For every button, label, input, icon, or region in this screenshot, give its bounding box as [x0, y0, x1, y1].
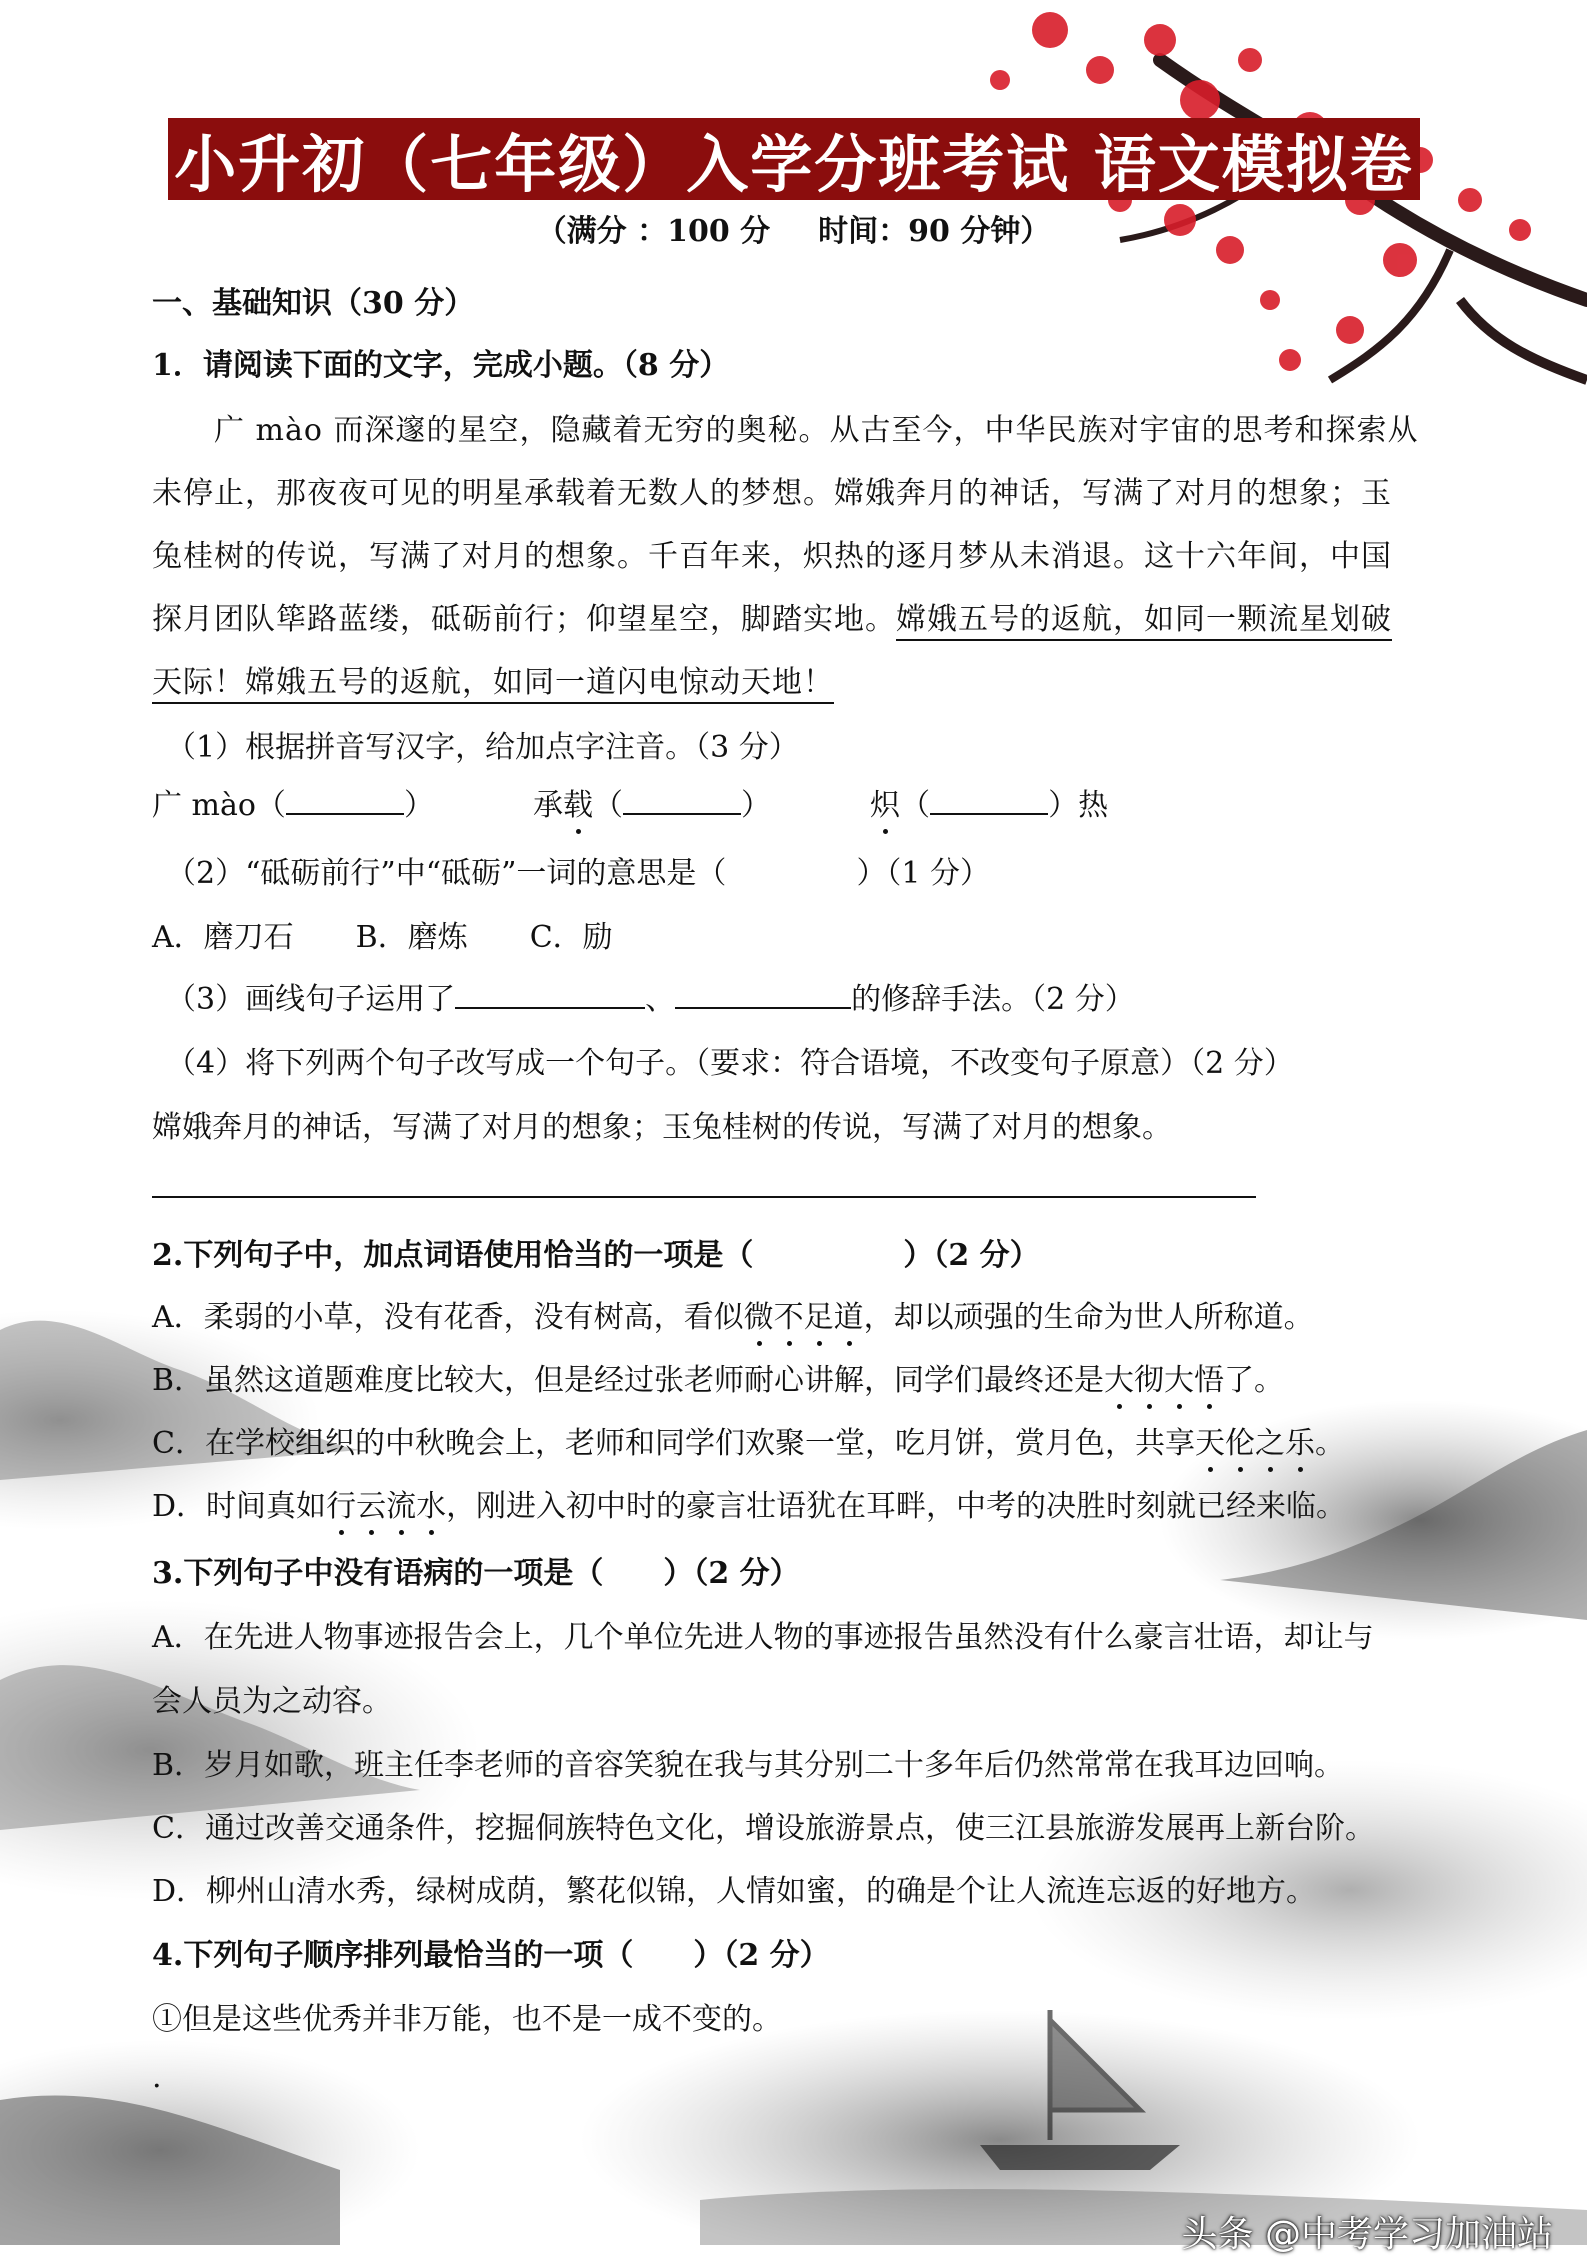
answer-line[interactable] [152, 1196, 1256, 1198]
q3-option-c: C．通过改善交通条件，挖掘侗族特色文化，增设旅游景点，使三江县旅游发展再上新台阶。 [152, 1811, 1375, 1846]
dotted-phrase-d [326, 1489, 446, 1524]
underlined-sentence-2: 天际！嫦娥五号的返航，如同一道闪电惊动天地！ [152, 665, 834, 700]
sub-question-4: （4）将下列两个句子改写成一个句子。（要求：符合语境，不改变句子原意）（2 分） [166, 1046, 1294, 1081]
passage-line-1: 广 mào 而深邃的星空，隐藏着无穷的奥秘。从古至今，中华民族对宇宙的思考和探索从 [214, 413, 1419, 448]
emphasis-dotted-char: 大 [1164, 1355, 1194, 1399]
dotted-char-chi: 炽 [870, 780, 900, 824]
emphasis-dotted-char: 足 [804, 1292, 834, 1336]
question-3-heading: 3.下列句子中没有语病的一项是（ ）（2 分） [152, 1556, 800, 1591]
answer-blank-rhetoric-2[interactable] [675, 979, 851, 1009]
emphasis-dotted-char: 道 [834, 1292, 864, 1336]
emphasis-dotted-char: 流 [386, 1481, 416, 1525]
q3-option-a-line-1: A．在先进人物事迹报告会上，几个单位先进人物的事迹报告虽然没有什么豪言壮语，却让与 [152, 1620, 1374, 1655]
q2-option-c: C．在学校组织的中秋晚会上，老师和同学们欢聚一堂，吃月饼，赏月色，共享天伦之乐。 [152, 1418, 1345, 1462]
emphasis-dotted-char: 乐 [1285, 1418, 1315, 1462]
dotted-phrase-b [1104, 1363, 1224, 1398]
pinyin-fill-row: 广 mào（ ） 承载（ ） 炽（ ）热 [152, 780, 1108, 824]
full-score: （满分 ：100 分 [536, 214, 771, 249]
sub-question-1: （1）根据拼音写汉字，给加点字注音。（3 分） [166, 730, 799, 765]
emphasis-dotted-char: 行 [326, 1481, 356, 1525]
emphasis-dotted-char: 云 [356, 1481, 386, 1525]
q3-option-b: B．岁月如歌，班主任李老师的音容笑貌在我与其分别二十多年后仍然常常在我耳边回响。 [152, 1748, 1345, 1783]
emphasis-dotted-char: 悟 [1194, 1355, 1224, 1399]
emphasis-dotted-char: 彻 [1134, 1355, 1164, 1399]
dotted-phrase-c [1195, 1426, 1315, 1461]
sub-question-3: （3）画线句子运用了 、 的修辞手法。（2 分） [166, 974, 1135, 1018]
exam-time: 时间：90 分钟） [818, 214, 1051, 249]
question-1-heading: 1．请阅读下面的文字，完成小题。（8 分） [152, 348, 730, 383]
passage-line-4 [152, 594, 1392, 638]
exam-title: 小升初（七年级）入学分班考试 语文模拟卷 [168, 118, 1420, 200]
question-4-heading: 4.下列句子顺序排列最恰当的一项（ ）（2 分） [152, 1938, 830, 1973]
passage-line-2: 未停止，那夜夜可见的明星承载着无数人的梦想。嫦娥奔月的神话，写满了对月的想象；玉 [152, 476, 1392, 511]
emphasis-dotted-char: 微 [744, 1292, 774, 1336]
source-watermark: 头条 @中考学习加油站 [1181, 2214, 1553, 2255]
stray-dot: . [152, 2060, 162, 2095]
q4-sentence-1: ①但是这些优秀并非万能，也不是一成不变的。 [152, 2002, 782, 2037]
underlined-sentence-1: 嫦娥五号的返航，如同一颗流星划破 [896, 602, 1392, 637]
dotted-phrase-a [744, 1300, 864, 1335]
emphasis-dotted-char: 天 [1195, 1418, 1225, 1462]
q3-option-d: D．柳州山清水秀，绿树成荫，繁花似锦，人情如蜜，的确是个让人流连忘返的好地方。 [152, 1874, 1317, 1909]
q2-option-d: D．时间真如行云流水，刚进入初中时的豪言壮语犹在耳畔，中考的决胜时刻就已经来临。 [152, 1481, 1346, 1525]
q2-option-a: A．柔弱的小草，没有花香，没有树高，看似微不足道，却以顽强的生命为世人所称道。 [152, 1292, 1314, 1336]
emphasis-dotted-char: 水 [416, 1481, 446, 1525]
sub-question-4-sentence: 嫦娥奔月的神话，写满了对月的想象；玉兔桂树的传说，写满了对月的想象。 [152, 1110, 1172, 1145]
sub-question-2: （2）“砥砺前行”中“砥砺”一词的意思是（ ）（1 分） [166, 856, 991, 891]
sub-question-2-options: A．磨刀石 B．磨炼 C．励 [152, 920, 613, 955]
dotted-char-zai: 载 [563, 780, 593, 824]
emphasis-dotted-char: 之 [1255, 1418, 1285, 1462]
q3-option-a-line-2: 会人员为之动容。 [152, 1684, 392, 1719]
emphasis-dotted-char: 不 [774, 1292, 804, 1336]
answer-blank-rhetoric-1[interactable] [455, 979, 645, 1009]
emphasis-dotted-char: 大 [1104, 1355, 1134, 1399]
emphasis-dotted-char: 伦 [1225, 1418, 1255, 1462]
boat-hull [980, 2145, 1180, 2170]
exam-subtitle [0, 206, 1587, 250]
question-2-heading: 2.下列句子中，加点词语使用恰当的一项是（ ）（2 分） [152, 1238, 1040, 1273]
passage-line-4-text: 探月团队筚路蓝缕，砥砺前行；仰望星空，脚踏实地。 [152, 602, 896, 637]
q2-option-b: B．虽然这道题难度比较大，但是经过张老师耐心讲解，同学们最终还是大彻大悟了。 [152, 1355, 1284, 1399]
answer-blank-mao[interactable] [286, 785, 404, 815]
answer-blank-zai[interactable] [623, 785, 741, 815]
section-heading: 一、基础知识（30 分） [152, 286, 475, 321]
answer-blank-chi[interactable] [930, 785, 1048, 815]
passage-line-3: 兔桂树的传说，写满了对月的想象。千百年来，炽热的逐月梦从未消退。这十六年间，中国 [152, 539, 1392, 574]
